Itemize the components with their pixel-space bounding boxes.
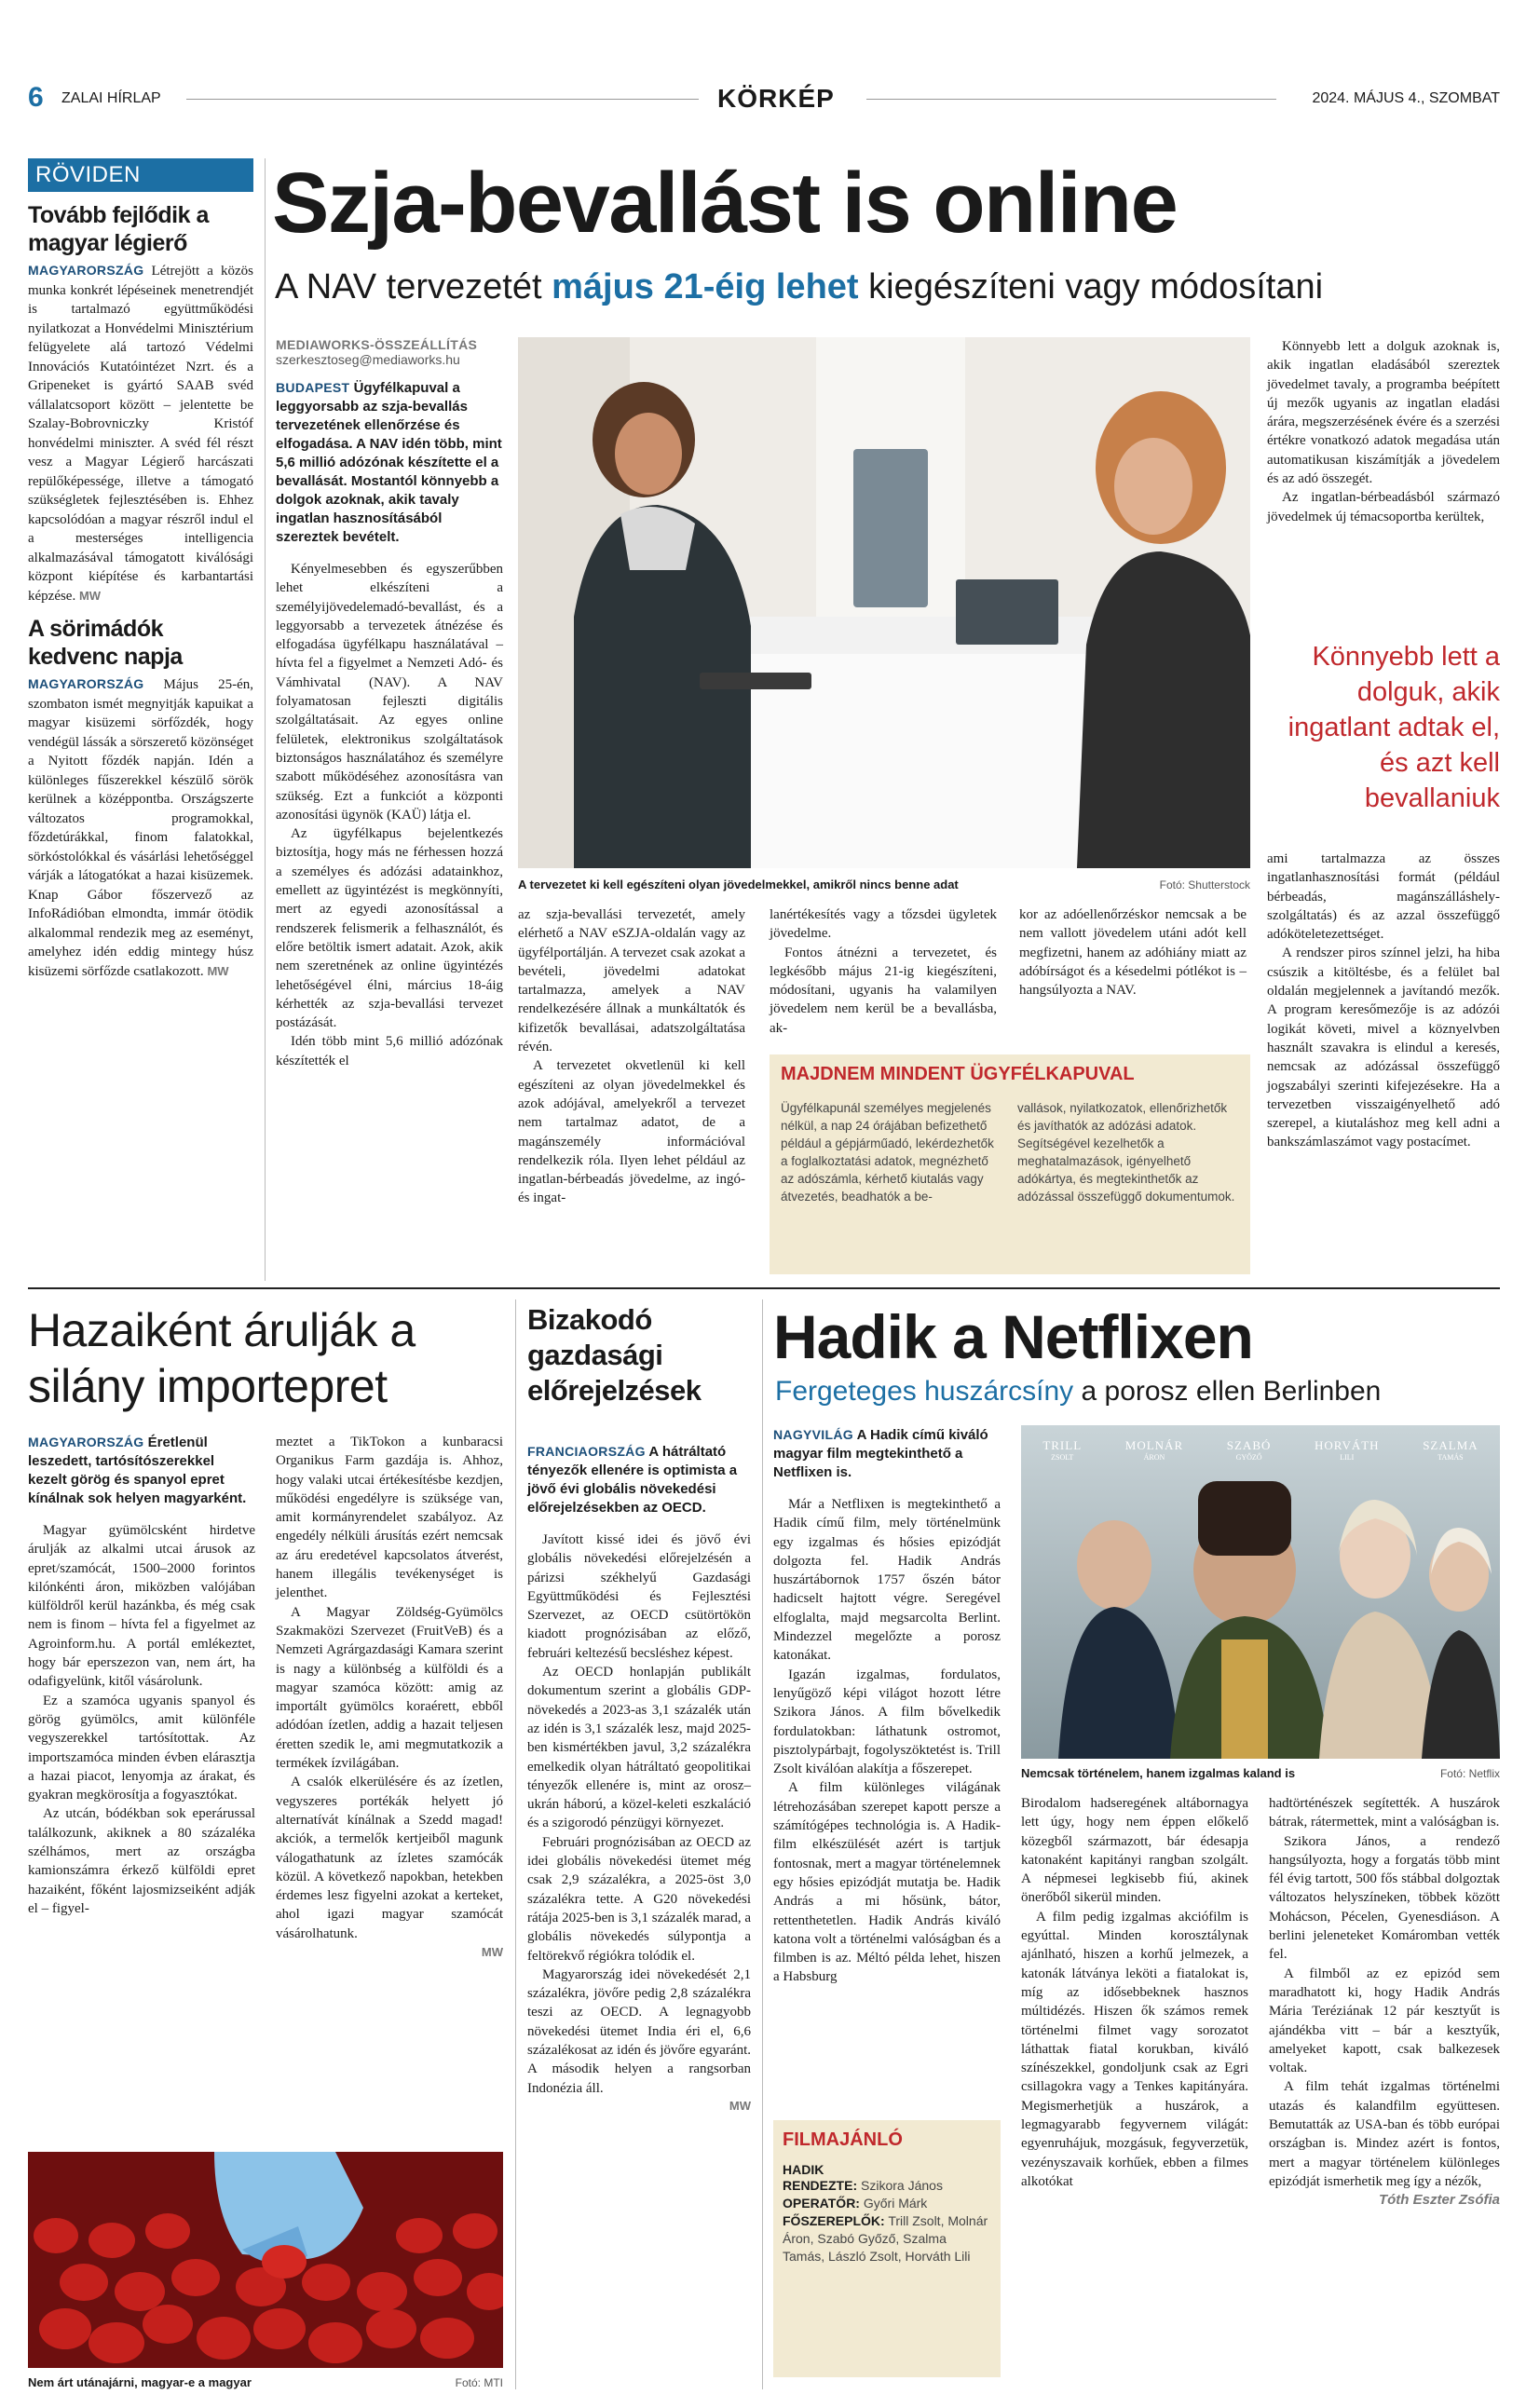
article2-col1: Magyar gyümölcsként hirdetve árulják az alkalmi utcai árusok az epret/szamócát, 1500–2000 forintos kilónkénti áron, miközben valójában külföldről kerül hazánkba, és még csak nem is finom – hívta fel a figyelmet az Agroinform.hu. A portál emlékeztet, hogy bár eperszezon van, nem árt, ha odafigyelünk, kitől vásárolunk. Ez a szamóca ugyanis spanyol és görög gyümölcs, amit különféle vegyszerekkel tartósítottak. Az importszamóca minden évben elárasztja a hazai piacot, lenyomja az árakat, és gyakran megkörosítja a fogyasztókat. Az utcán, bódékban sok eperárussal találkozunk, akiknek a 80 százaléka szélhámos, mert az országba kamionszámra érkező külföldi epret hazaiként, főként lajosmizseiként adják el – figyel- — [28, 1523, 255, 1916]
main-photo-caption: A tervezetet ki kell egészíteni olyan jövedelmekkel, amikről nincs benne adat — [518, 877, 959, 891]
main-col2: az szja-bevallási tervezetét, amely elérhető a NAV eSZJA-oldalán vagy az ügyfélportálján. A tervezet csak azokat a bevételi, jövedelmi adatokat tartalmazza, amelyek a NAV rendelkezésére állnak a munkáltatók és kifizetők bevallásai, adatszolgáltatása révén. A tervezetet okvetlenül ki kell egészíteni az olyan jövedelmekkel és azok adójával, amelyekről a tervezet nem tartalmaz adatot, de a magánszemély információval rendelkezik róla. Ilyen lehet például az ingatlan-bérbeadás jövedelme, az ingó- és ingat- — [518, 907, 745, 1206]
film-box-title: FILMAJÁNLÓ — [783, 2129, 903, 2150]
article4-caption: Nemcsak történelem, hanem izgalmas kaland is — [1021, 1766, 1296, 1780]
brief-2-title: A sörimádók kedvenc napja — [28, 616, 183, 670]
brief-label: RÖVIDEN — [28, 158, 253, 192]
brief-2-tag: MAGYARORSZÁG — [28, 676, 144, 691]
article2-tag: MAGYARORSZÁG — [28, 1435, 144, 1449]
article4-lead: A Hadik című kiváló magyar film megtekinthető a Netflixen is. — [773, 1427, 988, 1480]
article4-col1: Már a Netflixen is megtekinthető a Hadik című film, mely történelmünk egy izgalmas és hősies epizódját dolgozta fel. Hadik András huszártábornok 1757 őszén bátor hadicselt hajtott végre. Seregével elfoglalta, majd megsarcolta Berlint. Mindezzel megelőzte a porosz katonákat. Igazán izgalmas, fordulatos, lenyűgöző képi világot hozott létre Szikora János. A film bővelkedik fordulatokban: láthatunk ostromot, pisztolypárbajt, fogolyszöktetést is. Trill Zsolt kiválóan alakítja a főszerepet. A film különleges világának létrehozásában szerepet kapott persze a számítógépes technológia is. A Hadik-film elkészülését azért is tartjuk fontosnak, mert a magyar történelemnek egy hősies epizódját mutatja be. Hadik András a mi hősünk, bátor, rettenthetetlen. Hadik András kiváló katona volt a történelmi valóságban és a filmben is az. Méltó példa lehet, hiszen a Habsburg — [773, 1497, 1001, 1985]
article3-tag: FRANCIAORSZÁG — [527, 1444, 646, 1459]
main-col4: kor az adóellenőrzéskor nemcsak a be nem vallott jövedelem utáni adót kell megfizetni, hanem az adóhiány miatt az adóbírságot és a késedelmi pótlékot is – hangsúlyozta a NAV. — [1019, 907, 1247, 999]
main-right-col-bottom: ami tartalmazza az összes ingatlanhasznosítási formát (például bérbeadás, magánszálláshely-szolgáltatás) és az azzal összefüggő adóköteletezettséget. A rendszer piros színnel jelzi, ha hiba csúszik a kitöltésbe, és a felület bal oldalán megjelennek a javítandó mezők. A program keresőmezője is az adózói logikát követi, mivel a köznyelvben használt szavakra is elindul a keresés, nemcsak az adózással összefüggő jogszabályi szerinti kifejezésekre. Ha a tervezetben visszaigényelhető adó szerepel, a kiutaláshoz meg kell adni a bankszámlaszámot vagy postacímet. — [1267, 851, 1500, 1150]
main-right-col-top: Könnyebb lett a dolguk azoknak is, akik ingatlan eladásából szereztek jövedelmet tavaly, a programba beépített új mezők ugyanis az ingatlan eladási árára, megszerzésének évére és a szerzési értékre vonatkozó adatok megadása után automatikusan kiszámítják a jövedelem és az adó összegét. Az ingatlan-bérbeadásból származó jövedelmek új témacsoportba kerültek, — [1267, 339, 1500, 524]
film-box: FILMAJÁNLÓ HADIK RENDEZTE: Szikora János OPERATŐR: Győri Márk FŐSZEREPLŐK: Trill Zsolt, Molnár Áron, Szabó Győző, Szalma Tamás, László Zsolt, Horváth Lili — [773, 2120, 1001, 2377]
film-title: HADIK — [783, 2162, 824, 2177]
byline: MEDIAWORKS-ÖSSZEÁLLÍTÁS — [276, 337, 478, 352]
article2-col2: meztet a TikTokon a kunbaracsi Organikus Farm gazdája is. Ahhoz, hogy valaki utcai értékesítésbe kezdjen, működési engedélyre is szüksége van, amit kormányrendelet szabályoz. Az engedély nélküli árusítás ezért nemcsak az áru eredetével kapcsolatos átverést, hanem illegális tevékenységet is jelenthet. A Magyar Zöldség-Gyümölcs Szakmaközi Szervezet (FruitVeB) és a Nemzeti Agrárgazdasági Kamara szerint is nagy a különbség a külföldi és a magyar szamóca között: amig az importált gyümölcs koraérett, ebből adódóan ízetlen, addig a hazait teljesen éretten szedik le, ami megmutatkozik a termékek ízvilágában. A csalók elkerülésére és az ízetlen, vegyszeres portékák helyett jó alternatívát kínálnak a Szedd magad! akciók, a termelők kertjeiből magunk válogathatunk az ízletes szamócák közül. A következő napokban, hetekben érdemes lesz figyelni azokat a kerteket, ahol igazi magyar szamócát vásárolhatunk. MW — [276, 1435, 503, 1960]
poster-names: TRILL ZSOLT MOLNÁR ÁRON SZABÓ GYŐZŐ HORVÁTH LILI SZALMA TAMÁS — [1042, 1438, 1478, 1462]
brief-1-title: Tovább fejlődik a magyar légierő — [28, 202, 209, 256]
article3-body: Javított kissé idei és jövő évi globális növekedési előrejelzésén a párizsi székhelyű Gazdasági Együttműködési és Fejlesztési Szervezet, az OECD csütörtökön kiadott prognózisában az előző, februári keltezésű becsléshez képest. Az OECD honlapján publikált dokumentum szerint a globális GDP-növekedés a 2023-as 3,1 százalék után az idén is 3,1 százalék lesz, majd 2025-ben kismértékben javul, 3,2 százalékra emelkedik olyan hátráltató geopolitikai tényezők ellenére is, mint az orosz–ukrán háború, a közel-keleti eszkaláció és a szigorodó pénzügyi környezet. Februári prognózisában az OECD az idei globális növekedési ütemet még csak 2,9 százalékra, a 2025-öst 3,0 százalékra tette. A G20 növekedési rátája 2025-ben is 3,1 százalék marad, a globális növekedés súlypontja a feltörekvő régiókra tolódik el. Magyarország idei növekedését 2,1 százalékra, jövőre pedig 2,8 százalékra teszi az OECD. A legnagyobb növekedési ütemet India éri el, 6,6 százalékosat az idén és jövőre egyaránt. A második helyen a rangsorban Indonézia áll. — [527, 1532, 751, 2096]
main-headline: Szja-bevallást is online — [272, 156, 1178, 251]
brief-sidebar: RÖVIDEN Tovább fejlődik a magyar légierő MAGYARORSZÁG Létrejött a közös munka konkrét lépéseinek menetrendjét is tartalmazó együttműködési nyilatkozat a Honvédelmi Minisztérium felügyelete alá tartozó Védelmi Innovációs Kutatóintézet Nzrt. és a Gripeneket is gyártó SAAB svéd vállalatcsoport között – jelentette be Szalay-Bobrovniczky Kristóf honvédelmi miniszter. A svéd fél részt vesz a Magyar Légierő harcászati repülőképessége, illetve a támogató szükségletek fejlesztésében is. Ehhez kapcsolódóan a magyar részről indul el a mesterséges intelligencia alkalmazásával támogatott kiválósági központ kiépítése és karbantartási képzése. MW A sörimádók kedvenc napja MAGYARORSZÁG Május 25-én, szombaton ismét megnyitják kapuikat a magyar kisüzemi sörfőzdék, hogy vendégül lássák a sörszerető közönséget a Nyitott főzdék napján. Idén a különleges fűszerekkel készülő sörök kerülnek a középpontba. Országszerte változatos programokkal, főzdetúrákkal, finom falatokkal, sörkóstolókkal és vásárlási lehetőséggel várják a látogatókat a hazai kisüzemek. Knap Gábor főszervező az InfoRádióban elmondta, immár ötödik alkalommal rendezik meg az eseményt, amelyhez idén eddig mintegy húsz kisüzemi sörfőzde csatlakozott. MW — [28, 158, 253, 981]
article4-tag: NAGYVILÁG — [773, 1427, 853, 1442]
main-lead: Ügyfélkapuval a leggyorsabb az szja-bevallás tervezetének ellenőrzése és elfogadása. A NAV idén több, mint 5,6 millió adózónak készítette el a bevallását. Mostantól könnyebb a dolgok azoknak, akik tavaly ingatlan hasznosításából szereztek bevételt. — [276, 380, 502, 545]
info-box — [770, 1054, 1250, 1274]
byline-email: szerkesztoseg@mediaworks.hu — [276, 352, 460, 367]
main-tag: BUDAPEST — [276, 380, 350, 395]
main-photo-credit: Fotó: Shutterstock — [1159, 878, 1250, 891]
main-col3: lanértékesítés vagy a tőzsdei ügyletek jövedelme. Fontos átnézni a tervezetet, és legkésőbb május 21-ig kiegészíteni, módosítani, ugyanis ha valamilyen jövedelem nem kerül be a bevallásba, ak- — [770, 907, 997, 1036]
article4-headline: Hadik a Netflixen — [773, 1302, 1253, 1371]
article2-credit: Fotó: MTI — [455, 2376, 503, 2389]
hadik-poster — [1021, 1425, 1500, 1759]
film-director: Szikora János — [861, 2178, 943, 2193]
article3-lead: A hátráltató tényezők ellenére is optimista a jövő évi globális növekedési előrejelzésekben az OECD. — [527, 1444, 738, 1516]
info-box-left: Ügyfélkapunál személyes megjelenés nélkül, a nap 24 órájában befizethető például a gépjárműadó, lekérdezhetők a foglalkoztatási adatok, megnézhető az adószámla, kérhető kiutalás vagy átvezetés, beadhatók a be- — [781, 1101, 994, 1204]
article4-credit: Fotó: Netflix — [1439, 1767, 1500, 1780]
film-operator: Győri Márk — [863, 2196, 928, 2211]
article2-headline: Hazaiként árulják a silány importepret — [28, 1304, 416, 1412]
brief-1-body: Létrejött a közös munka konkrét lépéseinek menetrendjét is tartalmazó együttműködési nyilatkozat a Honvédelmi Minisztérium felügyelete alá tartozó Védelmi Innovációs Kutatóintézet Nzrt. és a Gripeneket is gyártó SAAB svéd vállalatcsoport között – jelentette be Szalay-Bobrovniczky Kristóf honvédelmi miniszter. A svéd fél részt vesz a Magyar Légierő harcászati repülőképessége, illetve a támogató szükségletek fejlesztésében is. Ehhez kapcsolódóan a magyar részről indul el a mesterséges intelligencia alkalmazásával támogatott kiválósági központ kiépítése és karbantartási képzése. — [28, 264, 254, 604]
article4-col3: hadtörténészek segítették. A huszárok bátrak, rátermettek, mint a valóságban is. Szikora János, a rendező hangsúlyozta, hogy a forgatás több mint fél évig tartott, 500 fős stábbal dolgoztak változatos helyszíneken, többek között Mohácson, Pécelen, Gyenesdiáson. A berlini jeleneteket Komáromban vették fel. A filmből az ez epizód sem maradhatott ki, hogy Hadik András Mária Teréziának 12 pár kesztyűt is ajándékba vitt – bár a kesztyűk, amelyeket kapott, csak balkezesek voltak. A film tehát izgalmas történelmi utazás és kalandfilm együttesen. Bemutatták az USA-ban és több európai országban is. Mindez azért is fontos, mert a magyar történelem különleges epizódját ismerhetik meg így a nézők, Tóth Eszter Zsófia — [1269, 1794, 1500, 2211]
page-header — [28, 82, 1500, 119]
paper-name: ZALAI HÍRLAP — [61, 90, 161, 106]
issue-date: 2024. MÁJUS 4., SZOMBAT — [1312, 90, 1500, 106]
article2-lead: Éretlenül leszedett, tartósítószerekkel kezelt görög és spanyol epret kínálnak sok helyen magyarként. — [28, 1435, 247, 1506]
film-cast: Trill Zsolt, Molnár Áron, Szabó Győző, Szalma Tamás, László Zsolt, Horváth Lili — [783, 2213, 988, 2264]
brief-1-tag: MAGYARORSZÁG — [28, 263, 144, 278]
article4-col2: Birodalom hadseregének altábornagya lett úgy, hogy nem éppen előkelő közegből származott, bár édesapja katonaként kapitányi rangban szolgált. A népmesei legkisebb fiú, akinek önerőből sikerül minden. A film pedig izgalmas akciófilm is egyúttal. Minden korosztálynak ajánlható, hiszen a korhű jelmezek, a katonák látványa leköti a fiatalokat is, míg az idősebbeknek hasznos múltidézés. Hiszen ők számos remek történelmi filmet vagy sorozatot láthattak fiatal korukban, kiváló színészekkel, gondoljunk csak az Egri csillagokra vagy a Tenkes kapitányára. Megismerhetjük a huszárok, a legmagyarabb fegyvernem világát: egyenruhájuk, mozgásuk, fegyverzetük, vezényszavaik korhűek, ebben a filmes alkotókat — [1021, 1796, 1248, 2189]
article4-subtitle: Fergeteges huszárcsíny a porosz ellen Berlinben — [775, 1376, 1382, 1407]
main-photo — [518, 337, 1250, 868]
article3-headline: Bizakodó gazdasági előrejelzések — [527, 1303, 702, 1407]
main-subtitle: A NAV tervezetét május 21-éig lehet kiegészíteni vagy módosítani — [275, 267, 1324, 306]
pullquote: Könnyebb lett a dolguk, akik ingatlant adtak el, és azt kell bevallaniuk — [1288, 642, 1500, 813]
article2-caption: Nem árt utánajárni, magyar-e a magyar — [28, 2375, 252, 2389]
info-box-right: vallások, nyilatkozatok, ellenőrizhetők és javíthatók az adózási adatok. Segítségével kezelhetők a meghatalmazások, igényelhető adókártya, és megtekinthetők az adózással összefüggő dokumentumok. — [1017, 1101, 1235, 1204]
page-number: 6 — [28, 82, 44, 113]
section-title: KÖRKÉP — [717, 84, 835, 113]
article2-photo — [28, 2152, 503, 2368]
main-col1: Kényelmesebben és egyszerűbben lehet elkészíteni a személyijövedelemadó-bevallást, és a leggyorsabb a tervezetek átnézése és elfogadása ügyfélkapu használatával – hívta fel a figyelmet a Nemzeti Adó- és Vámhivatal (NAV). A NAV folyamatosan fejleszti digitális szolgáltatásait. Az egyes online felületek, elektronikus szolgáltatások biztonságos használatához és személyre szabott működéséhez azonosításra van szükség. Ezt a funkciót a központi azonosítási ügynök (KAÜ) látja el. Az ügyfélkapus bejelentkezés biztosítja, hogy más ne férhessen hozzá a személyes és adózási adatainkhoz, emellett az ügyintézést is megkönnyíti, mert az egyedi azonosítással a rendszerek felismerik a felhasználót, és előre betöltik ismert adatait. Azok, akik nem szeretnének az online ügyintézés lehetőségével élni, március 18-áig kérhették az szja-bevallási tervezet postázását. Idén több mint 5,6 millió adózónak készítették el — [276, 562, 503, 1068]
brief-2-body: Május 25-én, szombaton ismét megnyitják kapuikat a magyar kisüzemi sörfőzdék, hogy vendégül lássák a sörszerető közönséget a Nyitott főzdék napján. Idén a különleges fűszerekkel készülő sörök kerülnek a középpontba. Országszerte változatos programokkal, főzdetúrákkal, finom falatokkal, sörkóstolókkal és vásárlási lehetőséggel várják a látogatókat a hazai kisüzemek. Knap Gábor főszervező az InfoRádióban elmondta, immár ötödik alkalommal rendezik meg az eseményt, amelyhez idén eddig mintegy húsz kisüzemi sörfőzde csatlakozott. — [28, 677, 253, 979]
info-box-title: MAJDNEM MINDENT ÜGYFÉLKAPUVAL — [781, 1064, 1135, 1084]
article4-author: Tóth Eszter Zsófia — [1378, 2192, 1500, 2209]
